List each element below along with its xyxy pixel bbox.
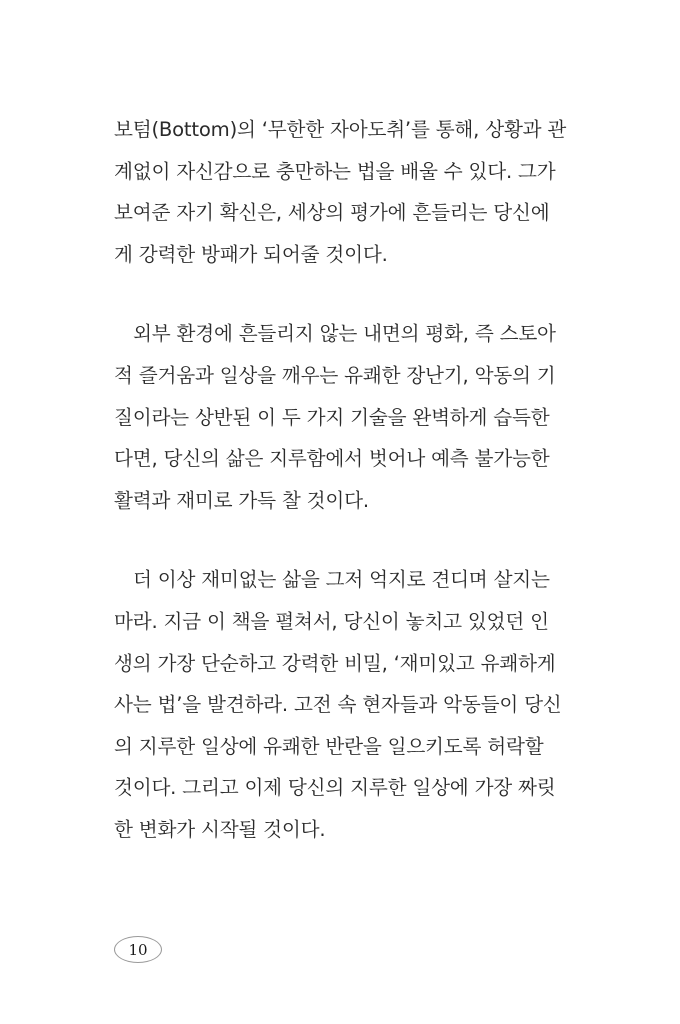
text-line: 생의 가장 단순하고 강력한 비밀, ‘재미있고 유쾌하게: [114, 651, 556, 675]
paragraph-1: [114, 109, 567, 275]
text-line: 질이라는 상반된 이 두 가지 기술을 완벽하게 습득한: [114, 405, 550, 429]
paragraph-gap: [114, 275, 540, 313]
text-line: 한 변화가 시작될 것이다.: [114, 817, 326, 841]
text-line: 다면, 당신의 삶은 지루함에서 벗어나 예측 불가능한: [114, 447, 550, 471]
text-line: 마라. 지금 이 책을 펼쳐서, 당신이 놓치고 있었던 인: [114, 609, 549, 633]
text-line: 활력과 재미로 가득 찰 것이다.: [114, 488, 369, 512]
text-line: 의 지루한 일상에 유쾌한 반란을 일으키도록 허락할: [114, 734, 544, 758]
text-line: 사는 법’을 발견하라. 고전 속 현자들과 악동들이 당신: [114, 693, 562, 717]
text-line: 보텀(Bottom)의 ‘무한한 자아도취’를 통해, 상황과 관: [114, 118, 567, 141]
text-line: 것이다. 그리고 이제 당신의 지루한 일상에 가장 짜릿: [114, 776, 556, 800]
paragraph-2: [114, 313, 556, 521]
text-line: 더 이상 재미없는 삶을 그저 억지로 견디며 살지는: [133, 568, 550, 592]
text-line: 외부 환경에 흔들리지 않는 내면의 평화, 즉 스토아: [133, 322, 556, 346]
text-line: 게 강력한 방패가 되어줄 것이다.: [114, 242, 388, 266]
text-line: 보여준 자기 확신은, 세상의 평가에 흔들리는 당신에: [114, 201, 550, 225]
paragraph-3: [114, 559, 562, 850]
paragraph-gap: [114, 521, 540, 559]
text-line: 계없이 자신감으로 충만하는 법을 배울 수 있다. 그가: [114, 159, 556, 183]
page-number-label: 10: [128, 940, 148, 959]
page-number: [114, 936, 162, 963]
text-line: 적 즐거움과 일상을 깨우는 유쾌한 장난기, 악동의 기: [114, 363, 556, 387]
body-text: [114, 109, 567, 851]
